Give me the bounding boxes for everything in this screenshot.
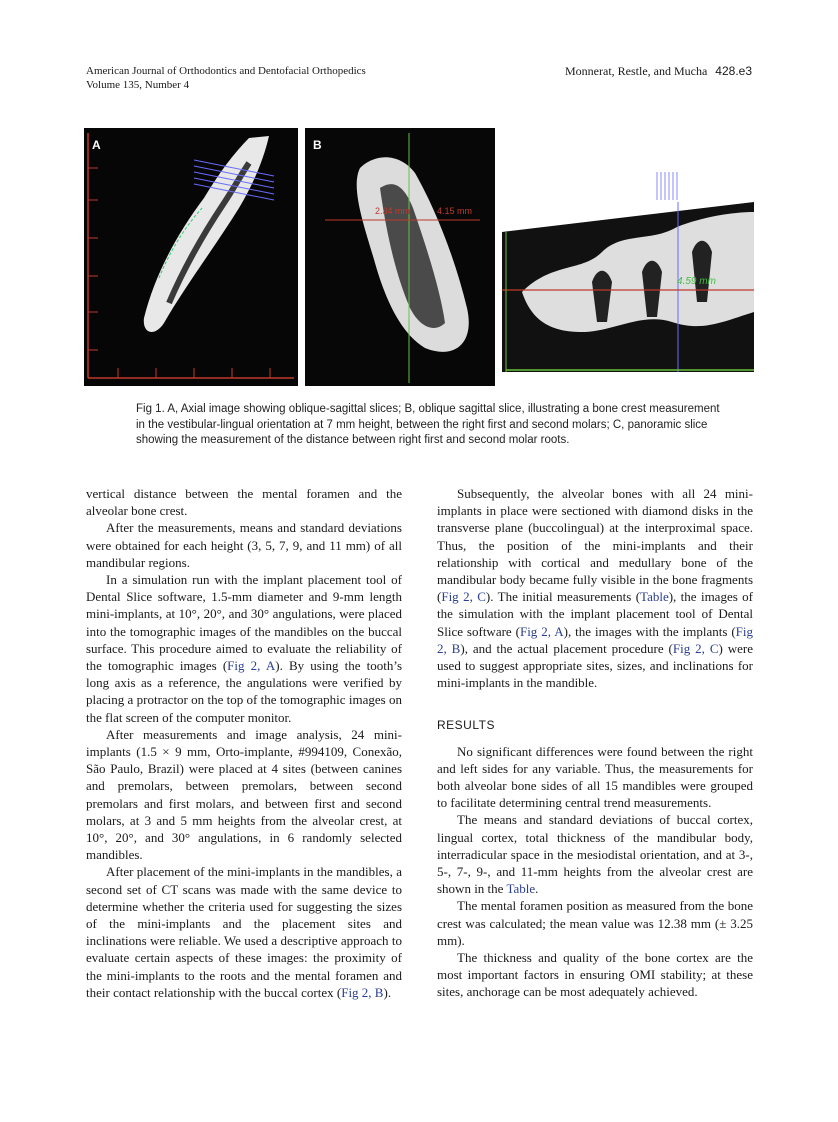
figure-1 — [84, 128, 754, 386]
figure-link[interactable]: Fig 2, A — [227, 658, 276, 674]
figure-link[interactable]: Fig 2, B — [437, 623, 753, 656]
paragraph: Subsequently, the alveolar bones with all 24 mini-implants in place were sectioned with diamond disks in the transverse plane (buccolingual) at the interproximal space. Thus, the position of the mini-implants and their relationship with cortical and medullary bone of the mandibular body became fully visible in the bone fragments (Fig 2, C). The initial measurements (Table), the images of the simulation with the implant placement tool of Dental Slice software (Fig 2, A), the images with the implants (Fig 2, B), and the actual placement procedure (Fig 2, C) were used to suggest appropriate sites, sizes, and inclinations for mini-implants in the mandible. — [437, 486, 754, 691]
measure-label-c: 4.59 mm — [677, 276, 716, 287]
measure-label-left: 2.34 mm — [375, 206, 411, 216]
paragraph: In a simulation run with the implant placement tool of Dental Slice software, 1.5-mm diameter and 9-mm length mini-implants, at 10°, 20°, and 30° angulations, were placed into the tomographic images of the mandibles on the buccal surface. This procedure aimed to evaluate the reliability of the tomographic images (Fig 2, A). By using the tooth’s long axis as a reference, the angulations were verified by placing a protractor on the top of the tomographic images on the flat screen of the computer monitor. — [86, 572, 403, 725]
paragraph: After the measurements, means and standard deviations were obtained for each height (3, 5, 7, 9, and 11 mm) of all mandibular regions. — [86, 520, 402, 570]
panel-label-a: A — [92, 138, 101, 152]
running-header-right — [565, 64, 752, 78]
paragraph: After measurements and image analysis, 24 mini-implants (1.5 × 9 mm, Orto-implante, #994109, Conexão, São Paulo, Brazil) were placed at 4 sites (between canines and premolars, between premolars, between second premolars and first molars, and between first and second molars, at 3 and 5 mm heights from the alveolar crest, at 10°, 20°, and 30° angulations, in 6 randomly selected mandibles. — [86, 726, 402, 863]
paragraph: vertical distance between the mental foramen and the alveolar bone crest. — [86, 486, 402, 519]
table-link[interactable]: Table — [506, 881, 536, 897]
text-column-right — [437, 485, 753, 1001]
running-header-left — [86, 64, 366, 92]
journal-title: American Journal of Orthodontics and Dentofacial Orthopedics — [86, 65, 366, 77]
panoramic-ct-image — [502, 172, 754, 398]
figure-link[interactable]: Fig 2, C — [441, 589, 486, 605]
text-column-left — [86, 485, 402, 1001]
table-link[interactable]: Table — [640, 589, 669, 605]
journal-volume: Volume 135, Number 4 — [86, 79, 190, 91]
section-heading-results: RESULTS — [437, 718, 495, 733]
paragraph: No significant differences were found between the right and left sides for any variable. Thus, the measurements for both alveolar bone sides of all 15 mandibles were grouped to facilitate determining central trend measurements. — [437, 743, 753, 811]
measure-label-right: 4.15 mm — [437, 206, 473, 216]
figure-link[interactable]: Fig 2, A — [519, 623, 564, 639]
paragraph: The thickness and quality of the bone cortex are the most important factors in ensuring OMI stability; at these sites, anchorage can be most adequately achieved. — [437, 950, 753, 1000]
panel-label-c: C — [510, 178, 519, 192]
axial-ct-image — [84, 128, 298, 386]
figure-caption: Fig 1. A, Axial image showing oblique-sagittal slices; B, oblique sagittal slice, illustrating a bone crest measurement in the vestibular-lingual orientation at 7 mm height, between the right first and second molars; C, panoramic slice showing the measurement of the distance between right first and second molar roots. — [136, 403, 720, 446]
figure-panel-c — [502, 172, 754, 398]
sagittal-ct-image — [305, 128, 495, 386]
panel-label-b: B — [313, 138, 322, 152]
paragraph: The mental foramen position as measured from the bone crest was calculated; the mean value was 12.38 mm (± 3.25 mm). — [437, 898, 753, 948]
paragraph: After placement of the mini-implants in the mandibles, a second set of CT scans was made with the same device to determine whether the criteria used for suggesting the sizes of the mini-implants and the placement sites and inclinations were reliable. We used a descriptive approach to evaluate certain aspects of these images: the proximity of the mini-implants to the roots and the mental foramen and their contact relationship with the buccal cortex (Fig 2, B). — [86, 864, 402, 1000]
figure-link[interactable]: Fig 2, B — [341, 984, 384, 1000]
figure-panel-a — [84, 128, 298, 386]
author-names: Monnerat, Restle, and Mucha — [565, 64, 708, 78]
figure-link[interactable]: Fig 2, C — [672, 640, 719, 656]
figure-panel-b — [305, 128, 495, 386]
paragraph: The means and standard deviations of buccal cortex, lingual cortex, total thickness of the mandibular body, interradicular space in the mesiodistal orientation, and at 3-, 5-, 7-, 9-, and 11-mm heights from the alveolar crest are shown in the Table. — [437, 812, 753, 897]
page-number: 428.e3 — [715, 64, 752, 78]
